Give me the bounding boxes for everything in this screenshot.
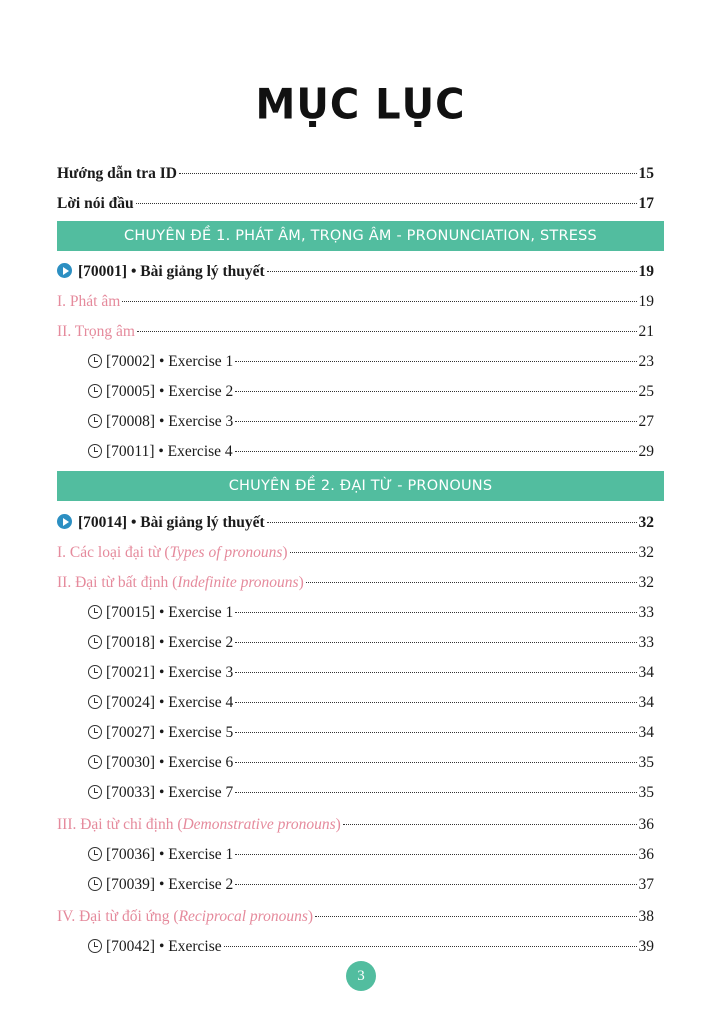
toc-entry[interactable]: [88, 692, 654, 714]
clock-icon: [88, 755, 102, 769]
dot-leader: [235, 642, 636, 643]
toc-entry[interactable]: [57, 321, 654, 343]
toc-entry-text: I. Các loại đại từ (: [57, 544, 170, 561]
dot-leader: [235, 792, 636, 793]
toc-page-number: 15: [638, 165, 654, 182]
toc-entry-label: [88, 936, 222, 958]
toc-page-number: 25: [638, 383, 654, 400]
toc-entry-label: [88, 602, 233, 624]
toc-page-number: 37: [638, 876, 654, 893]
dot-leader: [235, 612, 636, 613]
toc-entry-text: III. Đại từ chỉ định (: [57, 816, 183, 833]
toc-entry[interactable]: [88, 936, 654, 958]
toc-entry-label: [57, 261, 265, 283]
dot-leader: [235, 884, 636, 885]
clock-icon: [88, 384, 102, 398]
toc-entry[interactable]: [88, 752, 654, 774]
dot-leader: [343, 824, 637, 825]
toc-entry-text: [70015] • Exercise 1: [106, 604, 234, 621]
dot-leader: [235, 672, 636, 673]
toc-entry[interactable]: [57, 291, 654, 313]
chapter-banner: CHUYÊN ĐỀ 1. PHÁT ÂM, TRỌNG ÂM - PRONUNCIATION, STRESS: [57, 221, 664, 251]
toc-page-number: 34: [638, 724, 654, 741]
toc-page-number: 36: [638, 816, 654, 833]
toc-entry[interactable]: [88, 632, 654, 654]
toc-entry-english-term: Types of pronouns: [169, 544, 283, 561]
clock-icon: [88, 847, 102, 861]
clock-icon: [88, 785, 102, 799]
toc-entry[interactable]: [88, 602, 654, 624]
toc-entry-text: [70039] • Exercise 2: [106, 876, 234, 893]
toc-entry-label: [88, 381, 233, 403]
toc-entry[interactable]: [88, 874, 654, 896]
toc-entry-text: II. Trọng âm: [57, 323, 135, 340]
toc-entry[interactable]: [57, 163, 654, 185]
dot-leader: [235, 421, 636, 422]
toc-entry-label: [88, 844, 233, 866]
play-icon: [57, 514, 72, 529]
toc-entry-label: [57, 193, 134, 215]
dot-leader: [235, 391, 636, 392]
toc-entry-suffix: ): [298, 574, 304, 591]
toc-entry-english-term: Reciprocal pronouns: [178, 908, 308, 925]
toc-entry[interactable]: [88, 782, 654, 804]
toc-entry-label: [57, 512, 265, 534]
toc-entry[interactable]: [88, 722, 654, 744]
toc-page-number: 23: [638, 353, 654, 370]
toc-entry-text: IV. Đại từ đối ứng (: [57, 908, 179, 925]
clock-icon: [88, 414, 102, 428]
clock-icon: [88, 877, 102, 891]
toc-page-number: 34: [638, 694, 654, 711]
dot-leader: [179, 173, 637, 174]
toc-entry-text: [70008] • Exercise 3: [106, 413, 234, 430]
toc-entry[interactable]: [57, 512, 654, 534]
toc-page-number: 38: [638, 908, 654, 925]
toc-entry-text: [70033] • Exercise 7: [106, 784, 234, 801]
dot-leader: [235, 451, 637, 452]
toc-entry-label: [57, 906, 313, 928]
toc-entry-text: [70027] • Exercise 5: [106, 724, 234, 741]
clock-icon: [88, 354, 102, 368]
toc-entry[interactable]: [57, 572, 654, 594]
toc-entry-label: [88, 752, 233, 774]
clock-icon: [88, 939, 102, 953]
toc-entry-text: [70021] • Exercise 3: [106, 664, 234, 681]
page-title: MỤC LỤC: [255, 80, 466, 130]
dot-leader: [235, 732, 636, 733]
toc-page-number: 27: [638, 413, 654, 430]
chapter-banner: CHUYÊN ĐỀ 2. ĐẠI TỪ - PRONOUNS: [57, 471, 664, 501]
toc-entry-label: [88, 351, 233, 373]
dot-leader: [137, 331, 637, 332]
toc-entry-text: Hướng dẫn tra ID: [57, 165, 177, 182]
toc-entry-text: [70011] • Exercise 4: [106, 443, 233, 460]
toc-entry[interactable]: [88, 351, 654, 373]
toc-entry-label: [88, 411, 233, 433]
toc-entry-label: [88, 662, 233, 684]
toc-entry-label: [57, 814, 341, 836]
dot-leader: [235, 702, 636, 703]
clock-icon: [88, 695, 102, 709]
toc-entry[interactable]: [88, 844, 654, 866]
toc-entry-suffix: ): [282, 544, 288, 561]
toc-page-number: 32: [638, 514, 654, 531]
toc-entry-english-term: Indefinite pronouns: [177, 574, 299, 591]
toc-page-number: 35: [638, 784, 654, 801]
clock-icon: [88, 665, 102, 679]
toc-entry-label: [88, 874, 233, 896]
toc-entry-suffix: ): [307, 908, 314, 925]
toc-entry-label: [57, 542, 288, 564]
toc-page-number: 33: [638, 634, 654, 651]
toc-entry[interactable]: [88, 662, 654, 684]
toc-entry-label: [57, 321, 135, 343]
toc-page-number: 19: [638, 263, 654, 280]
page-number: 3: [346, 961, 376, 991]
toc-entry-label: [57, 163, 177, 185]
dot-leader: [224, 946, 637, 947]
toc-entry-english-term: Demonstrative pronouns: [182, 816, 336, 833]
toc-page-number: 33: [638, 604, 654, 621]
clock-icon: [88, 725, 102, 739]
clock-icon: [88, 635, 102, 649]
toc-entry-text: [70001] • Bài giảng lý thuyết: [78, 263, 265, 280]
dot-leader: [315, 916, 636, 917]
toc-page-number: 17: [638, 195, 654, 212]
toc-entry-suffix: ): [335, 816, 341, 833]
toc-entry-label: [88, 441, 233, 463]
toc-entry-text: [70014] • Bài giảng lý thuyết: [78, 514, 265, 531]
clock-icon: [88, 444, 102, 458]
toc-page-number: 32: [638, 574, 654, 591]
toc-entry-text: [70036] • Exercise 1: [106, 846, 234, 863]
dot-leader: [235, 762, 636, 763]
dot-leader: [136, 203, 637, 204]
toc-page-number: 19: [638, 293, 654, 310]
toc-entry-text: [70018] • Exercise 2: [106, 634, 234, 651]
toc-entry-label: [57, 572, 304, 594]
toc-entry[interactable]: [57, 261, 654, 283]
dot-leader: [235, 361, 636, 362]
toc-entry-text: II. Đại từ bất định (: [57, 574, 178, 591]
toc-entry-label: [88, 632, 233, 654]
toc-entry-text: [70005] • Exercise 2: [106, 383, 234, 400]
toc-entry[interactable]: [88, 381, 654, 403]
toc-page-number: 39: [638, 938, 654, 955]
dot-leader: [122, 301, 636, 302]
dot-leader: [290, 552, 637, 553]
toc-entry-text: [70002] • Exercise 1: [106, 353, 234, 370]
dot-leader: [267, 271, 637, 272]
toc-entry[interactable]: [57, 193, 654, 215]
toc-entry[interactable]: [57, 814, 654, 836]
play-icon: [57, 263, 72, 278]
toc-entry-text: [70042] • Exercise: [106, 938, 222, 955]
toc-entry-text: [70024] • Exercise 4: [106, 694, 234, 711]
toc-page-number: 29: [638, 443, 654, 460]
dot-leader: [306, 582, 637, 583]
toc-entry-label: [88, 782, 233, 804]
toc-page-number: 21: [638, 323, 654, 340]
toc-page-number: 35: [638, 754, 654, 771]
toc-entry-text: Lời nói đầu: [57, 195, 134, 212]
clock-icon: [88, 605, 102, 619]
toc-entry[interactable]: [88, 411, 654, 433]
toc-page-number: 32: [638, 544, 654, 561]
toc-entry[interactable]: [88, 441, 654, 463]
toc-entry-text: [70030] • Exercise 6: [106, 754, 234, 771]
toc-entry-label: [88, 692, 233, 714]
toc-entry[interactable]: [57, 542, 654, 564]
toc-page-number: 36: [638, 846, 654, 863]
toc-page-number: 34: [638, 664, 654, 681]
toc-entry-label: [57, 291, 120, 313]
toc-entry-label: [88, 722, 233, 744]
dot-leader: [267, 522, 637, 523]
toc-entry-text: I. Phát âm: [57, 293, 121, 310]
dot-leader: [235, 854, 636, 855]
toc-entry[interactable]: [57, 906, 654, 928]
